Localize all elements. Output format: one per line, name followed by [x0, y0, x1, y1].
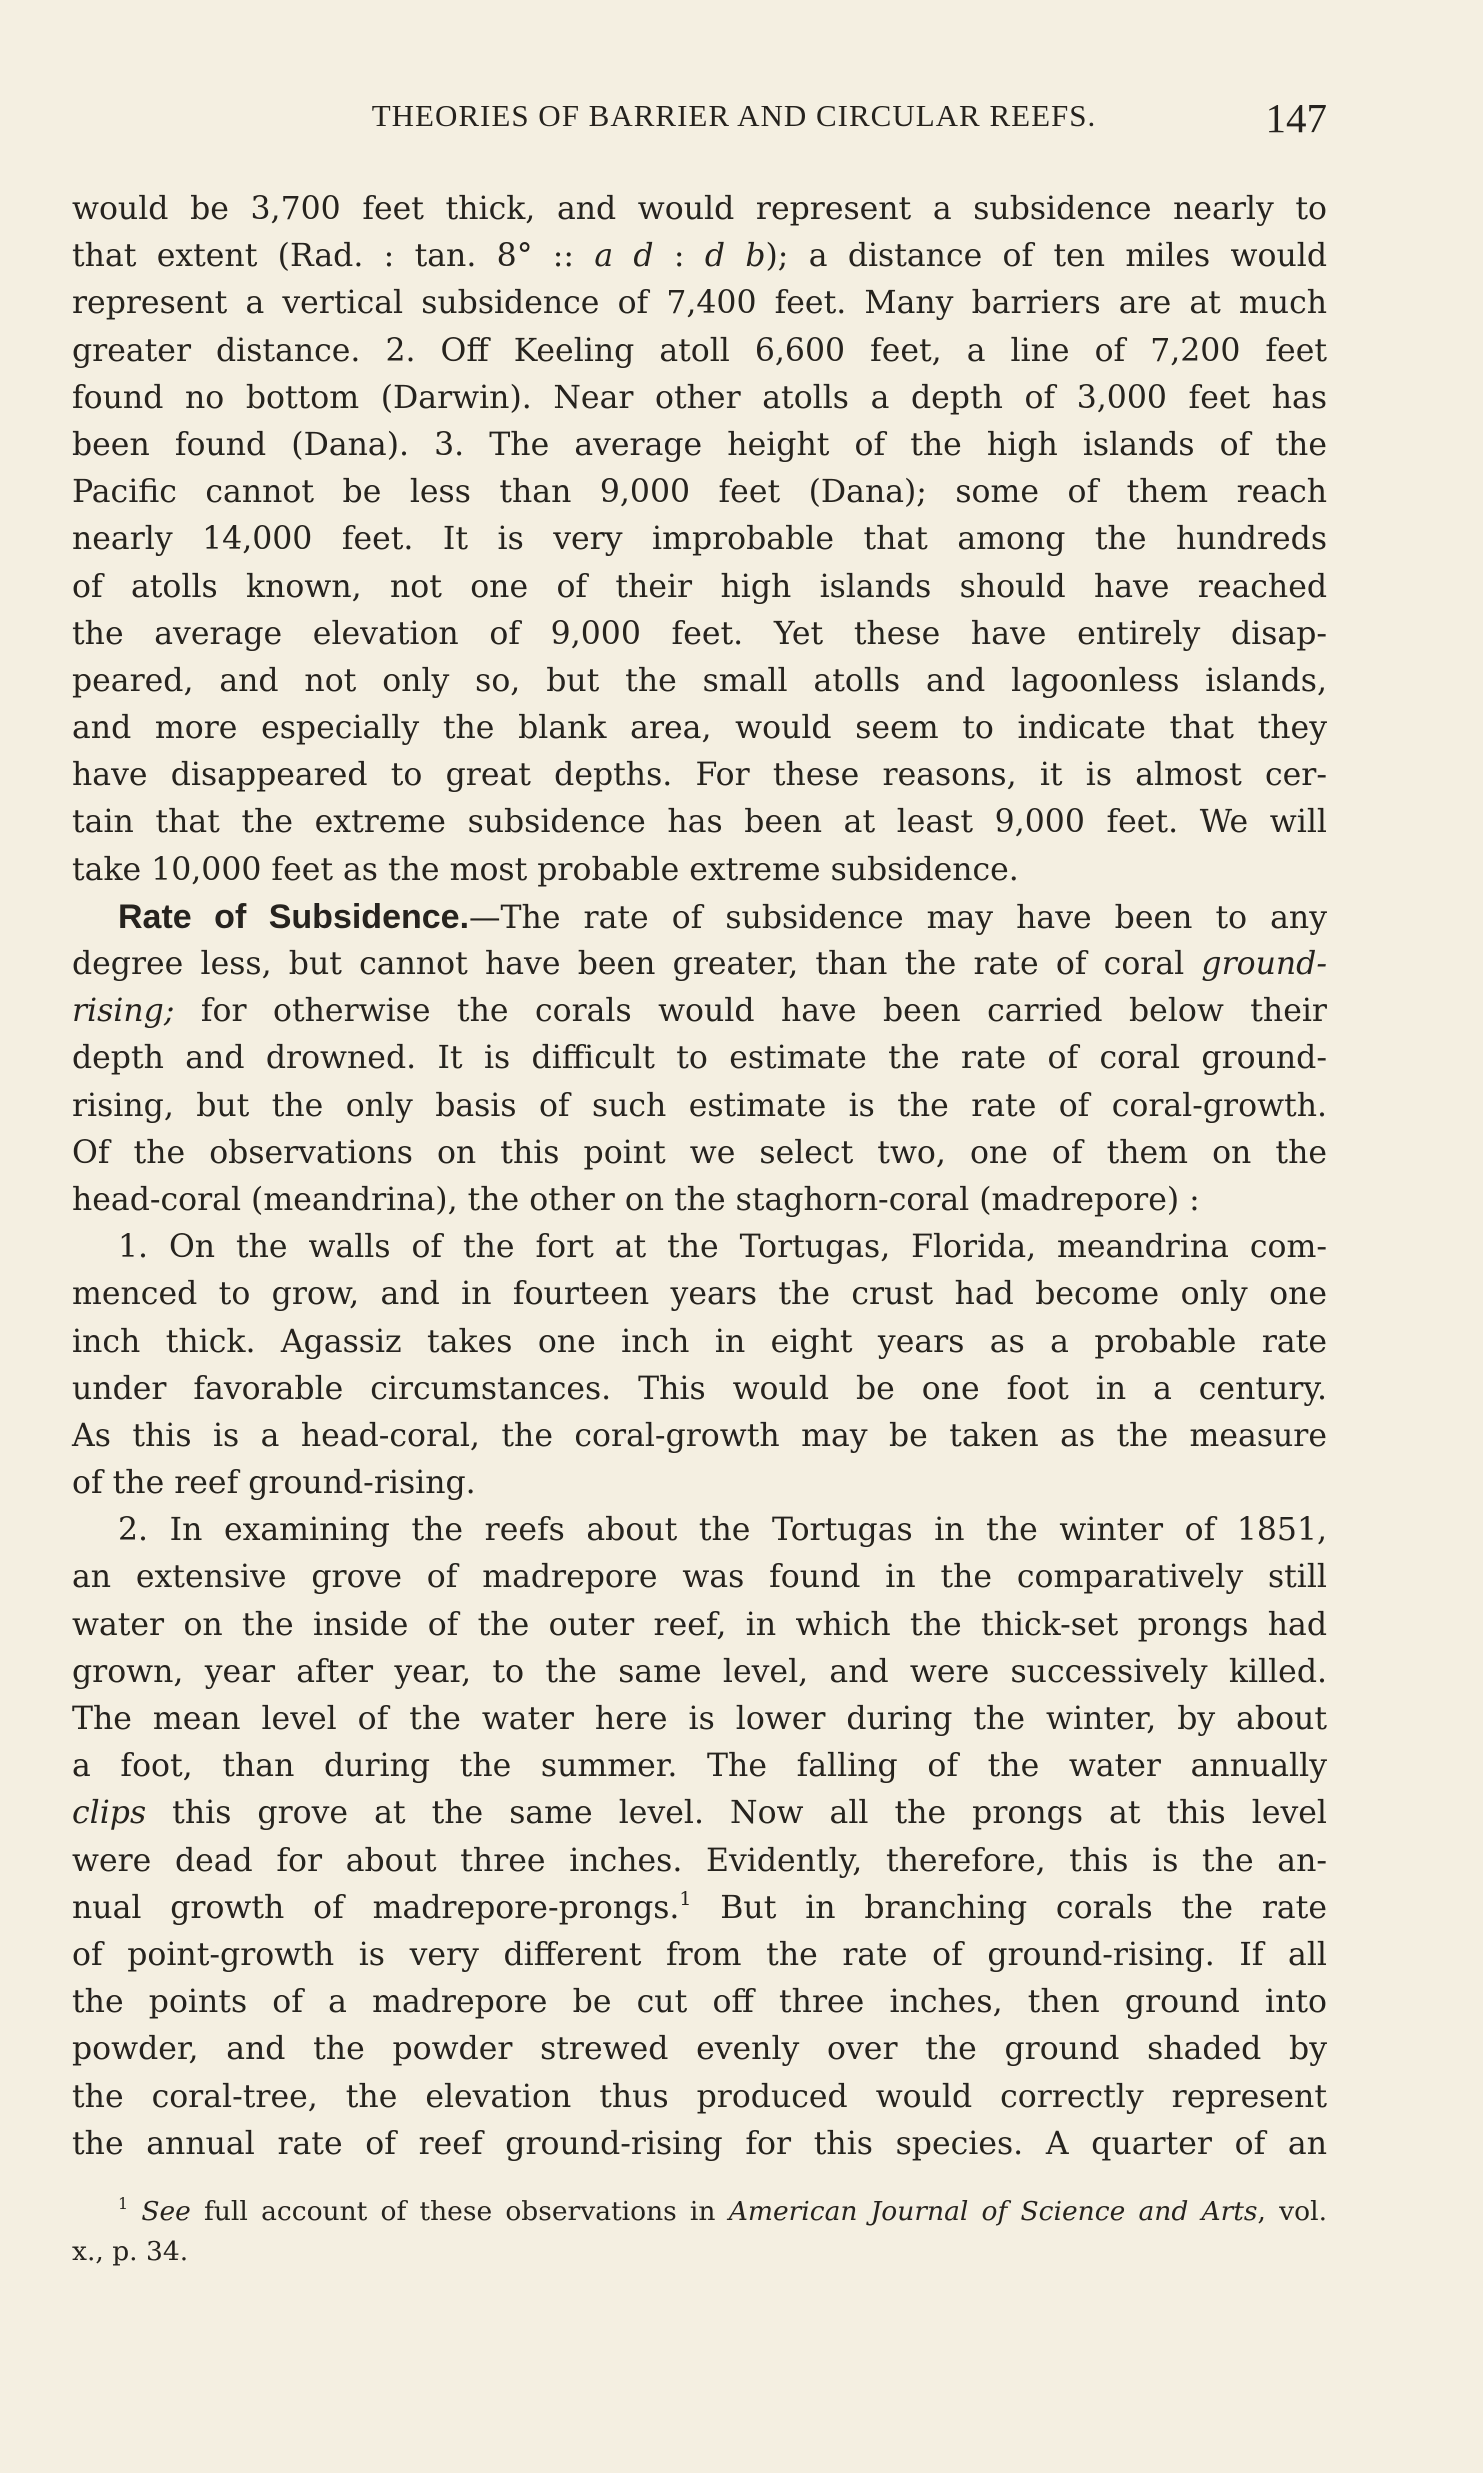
text-line: Of the observations on this point we select two, one of them on the: [72, 1134, 1327, 1171]
text-line: grown, year after year, to the same level, and were successively killed.: [72, 1653, 1327, 1690]
text-line: depth and drowned. It is difficult to estimate the rate of coral ground-: [72, 1040, 1327, 1077]
text-line: rising, but the only basis of such estimate is the rate of coral-growth.: [72, 1087, 1327, 1124]
text-line: water on the inside of the outer reef, in which the thick-set prongs had: [72, 1606, 1327, 1643]
text-line: rising; for otherwise the corals would have been carried below their: [72, 993, 1327, 1030]
text-line: of the reef ground-rising.: [72, 1465, 476, 1502]
text-line: take 10,000 feet as the most probable extreme subsidence.: [72, 851, 1019, 888]
text-line: of point-growth is very different from the rate of ground-rising. If all: [72, 1936, 1327, 1973]
text-line: greater distance. 2. Off Keeling atoll 6,600 feet, a line of 7,200 feet: [72, 332, 1327, 369]
text-line: peared, and not only so, but the small atolls and lagoonless islands,: [72, 662, 1327, 699]
footnote-reference: 1: [679, 1887, 692, 1910]
text-line: clips this grove at the same level. Now all the prongs at this level: [72, 1795, 1327, 1832]
text-line: that extent (Rad. : tan. 8° :: a d : d b); a distance of ten miles would: [72, 238, 1327, 275]
text-line: would be 3,700 feet thick, and would represent a subsidence nearly to: [72, 191, 1327, 227]
text-line: been found (Dana). 3. The average height of the high islands of the: [72, 426, 1327, 463]
text-line: under favorable circumstances. This would be one foot in a century.: [72, 1370, 1327, 1407]
text-line: a foot, than during the summer. The falling of the water annually: [72, 1748, 1327, 1785]
page-header: [72, 95, 1327, 158]
footnote-line: $^1$ See full account of these observations in American Journal of Science and Arts, vol.: [118, 2193, 1327, 2227]
text-line: nual growth of madrepore-prongs.$^1$ But in branching corals the rate: [72, 1887, 1327, 1926]
text-line: As this is a head-coral, the coral-growth may be taken as the measure: [72, 1417, 1327, 1454]
text-line: inch thick. Agassiz takes one inch in eight years as a probable rate: [72, 1323, 1327, 1360]
text-line: menced to grow, and in fourteen years the crust had become only one: [72, 1276, 1327, 1313]
text-line: The mean level of the water here is lower during the winter, by about: [72, 1701, 1327, 1737]
text-line: 2. In examining the reefs about the Tortugas in the winter of 1851,: [118, 1512, 1327, 1549]
section-heading: Rate of Subsidence.: [118, 897, 470, 936]
text-line: Pacific cannot be less than 9,000 feet (Dana); some of them reach: [72, 474, 1327, 511]
footnote-marker: 1: [118, 2193, 129, 2213]
text-line: 1. On the walls of the fort at the Tortugas, Florida, meandrina com-: [118, 1229, 1327, 1266]
running-head: THEORIES OF BARRIER AND CIRCULAR REEFS.: [371, 98, 1097, 133]
text-line: nearly 14,000 feet. It is very improbable that among the hundreds: [72, 521, 1327, 558]
text-line: the coral-tree, the elevation thus produced would correctly represent: [72, 2078, 1327, 2115]
text-line: head-coral (meandrina), the other on the staghorn-coral (madrepore) :: [72, 1181, 1200, 1218]
text-line: of atolls known, not one of their high islands should have reached: [72, 568, 1327, 605]
text-line: tain that the extreme subsidence has been at least 9,000 feet. We will: [72, 804, 1327, 841]
text-line: the average elevation of 9,000 feet. Yet these have entirely disap-: [72, 615, 1327, 652]
text-line: have disappeared to great depths. For these reasons, it is almost cer-: [72, 757, 1327, 794]
text-line: found no bottom (Darwin). Near other atolls a depth of 3,000 feet has: [72, 379, 1327, 416]
text-line: the annual rate of reef ground-rising for this species. A quarter of an: [72, 2125, 1327, 2162]
text-line: an extensive grove of madrepore was found in the comparatively still: [72, 1559, 1327, 1596]
text-line: were dead for about three inches. Evidently, therefore, this is the an-: [72, 1842, 1327, 1879]
page-number: 147: [1265, 95, 1327, 141]
text-line: degree less, but cannot have been greater, than the rate of coral ground-: [72, 946, 1327, 982]
text-line: and more especially the blank area, would seem to indicate that they: [72, 710, 1327, 747]
footnote: [72, 2192, 1327, 2272]
journal-title: American Journal of Science and Arts: [728, 2196, 1258, 2227]
body-text: [72, 186, 1327, 2168]
text-line: represent a vertical subsidence of 7,400 feet. Many barriers are at much: [72, 285, 1327, 322]
text-line: powder, and the powder strewed evenly over the ground shaded by: [72, 2031, 1327, 2068]
footnote-line: x., p. 34.: [72, 2236, 189, 2267]
section-heading-line: Rate of Subsidence.—The rate of subsidence may have been to any: [118, 897, 1327, 936]
text-line: the points of a madrepore be cut off three inches, then ground into: [72, 1984, 1327, 2021]
